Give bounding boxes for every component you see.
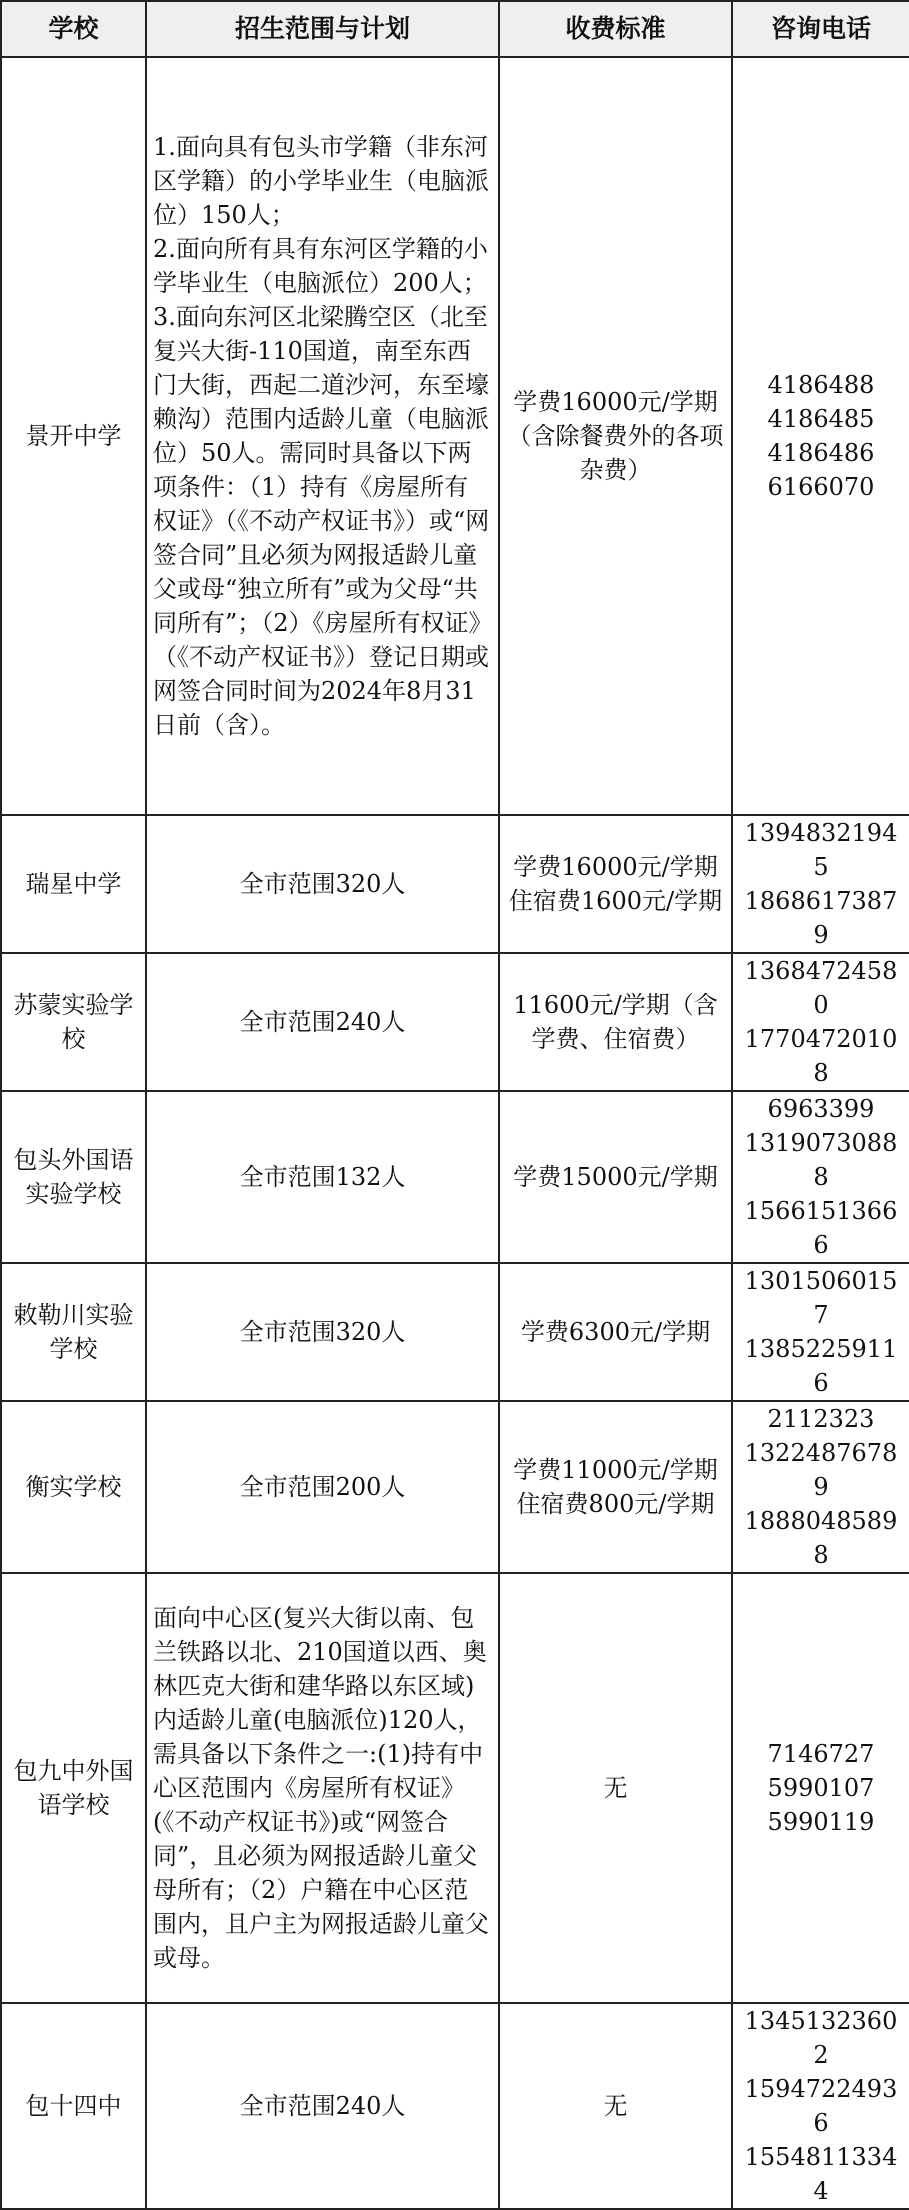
fee-line: 无 [603,2092,628,2120]
table-row [1,1263,909,1401]
contact-phones [732,1091,909,1263]
phone-number: 15947224936 [744,2075,898,2137]
enrollment-plan [146,815,499,953]
table-row [1,1573,909,2003]
school-name: 瑞星中学 [1,815,146,953]
fee-standard [499,815,732,953]
contact-phones [732,2003,909,2209]
school-name: 衡实学校 [1,1401,146,1573]
phone-number: 15548113344 [744,2143,898,2205]
phone-number: 2112323 [767,1405,875,1433]
school-name: 景开中学 [1,57,146,815]
table-row [1,1091,909,1263]
fee-standard [499,1401,732,1573]
fee-line: 住宿费1600元/学期 [508,887,723,915]
school-name: 包十四中 [1,2003,146,2209]
enrollment-plan-text: 面向中心区(复兴大街以南、包兰铁路以北、210国道以西、奥林匹克大街和建华路以东区域)内适龄儿童(电脑派位)120人，需具备以下条件之一:(1)持有中心区范围内《房屋所有权证》(《不动产权证书》)或“网签合同”，且必须为网报适龄儿童父母所有；（2）户籍在中心区范围内，且户主为网报适龄儿童父或母。 [153,1604,489,1972]
contact-phones [732,1263,909,1401]
school-name: 包九中外国语学校 [1,1573,146,2003]
enrollment-plan-text: 全市范围132人 [239,1163,406,1191]
fee-standard [499,57,732,815]
fee-standard [499,953,732,1091]
enrollment-plan-text: 全市范围240人 [239,2092,406,2120]
phone-number: 5990119 [767,1808,875,1836]
enrollment-plan-text: 全市范围320人 [239,1318,406,1346]
phone-number: 13684724580 [744,957,898,1019]
enrollment-plan-text: 全市范围200人 [239,1473,406,1501]
enrollment-plan [146,953,499,1091]
phone-number: 13015060157 [744,1267,898,1329]
fee-standard [499,1573,732,2003]
contact-phones [732,1573,909,2003]
header-row [1,1,909,57]
fee-line: 学费16000元/学期（含除餐费外的各项杂费） [507,388,724,484]
phone-number: 17704720108 [744,1025,898,1087]
contact-phones [732,1401,909,1573]
table-row [1,815,909,953]
phone-number: 4186486 [767,439,875,467]
phone-number: 18686173879 [744,887,898,949]
school-name: 敕勒川实验学校 [1,1263,146,1401]
fee-line: 学费15000元/学期 [513,1163,718,1191]
enrollment-plan [146,1401,499,1573]
header-plan: 招生范围与计划 [146,1,499,57]
contact-phones [732,815,909,953]
phone-number: 6166070 [767,473,875,501]
fee-standard [499,1263,732,1401]
table-row [1,1401,909,1573]
header-school: 学校 [1,1,146,57]
phone-number: 13190730888 [744,1129,898,1191]
school-name: 包头外国语实验学校 [1,1091,146,1263]
phone-number: 13451323602 [744,2007,898,2069]
enrollment-plan-text: 全市范围320人 [239,870,406,898]
phone-number: 4186488 [767,371,875,399]
phone-number: 13852259116 [744,1335,898,1397]
enrollment-plan-text: 1.面向具有包头市学籍（非东河区学籍）的小学毕业生（电脑派位）150人； 2.面向所有具有东河区学籍的小学毕业生（电脑派位）200人； 3.面向东河区北梁腾空区（北至复兴大街-110国道，南至东西门大街，西起二道沙河，东至壕赖沟）范围内适龄儿童（电脑派位）50人。需同时具备以下两项条件：（1）持有《房屋所有权证》（《不动产权证书》）或“网签合同”且必须为网报适龄儿童父或母“独立所有”或为父母“共同所有”；（2）《房屋所有权证》（《不动产权证书》）登记日期或网签合同时间为2024年8月31日前（含）。 [153,133,490,739]
fee-line: 11600元/学期（含学费、住宿费） [513,991,718,1053]
table-row [1,953,909,1091]
table-row [1,2003,909,2209]
fee-line: 住宿费800元/学期 [516,1490,715,1518]
phone-number: 13224876789 [744,1439,898,1501]
fee-line: 学费6300元/学期 [520,1318,711,1346]
enrollment-plan [146,1091,499,1263]
fee-line: 学费11000元/学期 [513,1456,718,1484]
fee-standard [499,2003,732,2209]
enrollment-plan [146,1263,499,1401]
enrollment-plan-text: 全市范围240人 [239,1008,406,1036]
phone-number: 15661513666 [744,1197,898,1259]
school-name: 苏蒙实验学校 [1,953,146,1091]
fee-standard [499,1091,732,1263]
enrollment-plan [146,1573,499,2003]
fee-line: 无 [603,1774,628,1802]
fee-line: 学费16000元/学期 [513,853,718,881]
phone-number: 13948321945 [744,819,898,881]
phone-number: 4186485 [767,405,875,433]
enrollment-plan [146,57,499,815]
phone-number: 18880485898 [744,1507,898,1569]
phone-number: 7146727 [767,1740,875,1768]
contact-phones [732,953,909,1091]
table-row [1,57,909,815]
header-fee: 收费标准 [499,1,732,57]
enrollment-plan [146,2003,499,2209]
header-phone: 咨询电话 [732,1,909,57]
phone-number: 6963399 [767,1095,875,1123]
phone-number: 5990107 [767,1774,875,1802]
contact-phones [732,57,909,815]
